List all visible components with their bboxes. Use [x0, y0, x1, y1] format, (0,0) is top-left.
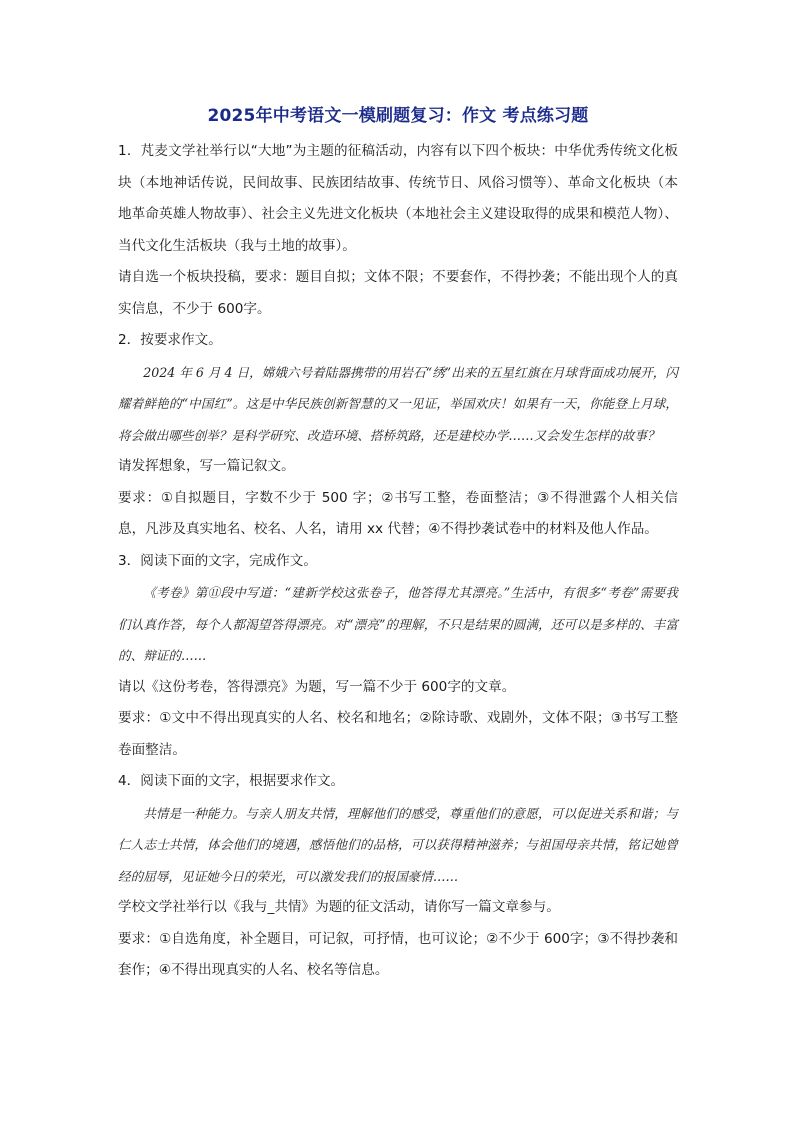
q4-material: 共情是一种能力。与亲人朋友共情，理解他们的感受，尊重他们的意愿，可以促进关系和谐；与仁人志士共情，体会他们的境遇，感悟他们的品格，可以获得精神滋养；与祖国母亲共情，铭记她曾经的屈辱，见证她今日的荣光，可以激发我们的报国豪情……: [118, 805, 678, 884]
q2-instruction: 请发挥想象，写一篇记叙文。: [118, 458, 295, 474]
q1-prompt: 1．芃麦文学社举行以“大地”为主题的征稿活动，内容有以下四个板块：中华优秀传统文化板块（本地神话传说，民间故事、民族团结故事、传统节日、风俗习惯等）、革命文化板块（本地革命英雄人物故事）、社会主义先进文化板块（本地社会主义建设取得的成果和模范人物）、当代文化生活板块（我与土地的故事）。: [118, 143, 678, 254]
q2-material: 2024 年 6 月 4 日，嫦娥六号着陆器携带的用岩石“绣”出来的五星红旗在月球背面成功展开，闪耀着鲜艳的“中国红”。这是中华民族创新智慧的又一见证，举国欢庆！如果有一天，你能登上月球，将会做出哪些创举？是科学研究、改造环境、搭桥筑路，还是建校办学……又会发生怎样的故事？: [118, 364, 678, 443]
q4-prompt: 4．阅读下面的文字，根据要求作文。: [118, 773, 345, 789]
document-title: 2025年中考语文一模刷题复习：作文 考点练习题: [207, 106, 589, 126]
q2-prompt: 2．按要求作文。: [118, 332, 222, 348]
q3-requirement: 要求：①文中不得出现真实的人名、校名和地名；②除诗歌、戏剧外，文体不限；③书写工整卷面整洁。: [118, 710, 678, 758]
q3-material: 《考卷》第⑪段中写道：“建新学校这张卷子，他答得尤其漂亮。”生活中，有很多“考卷”需要我们认真作答，每个人都渴望答得漂亮。对“漂亮”的理解，不只是结果的圆满，还可以是多样的、丰富的、辩证的……: [118, 585, 678, 663]
q3-instruction: 请以《这份考卷，答得漂亮》为题，写一篇不少于 600字的文章。: [118, 678, 516, 695]
q1-requirement: 请自选一个板块投稿，要求：题目自拟；文体不限；不要套作，不得抄袭；不能出现个人的真实信息，不少于 600字。: [118, 269, 678, 317]
q4-instruction: 学校文学社举行以《我与_共情》为题的征文活动，请你写一篇文章参与。: [118, 899, 560, 915]
q2-requirement: 要求：①自拟题目，字数不少于 500 字；②书写工整，卷面整洁；③不得泄露个人相关信息，凡涉及真实地名、校名、人名，请用 xx 代替；④不得抄袭试卷中的材料及他人作品。: [118, 489, 678, 537]
document-body: [118, 104, 678, 987]
q3-prompt: 3．阅读下面的文字，完成作文。: [118, 552, 317, 569]
q4-requirement: 要求：①自选角度，补全题目，可记叙，可抒情，也可议论；②不少于 600字；③不得抄袭和套作；④不得出现真实的人名、校名等信息。: [118, 930, 678, 978]
